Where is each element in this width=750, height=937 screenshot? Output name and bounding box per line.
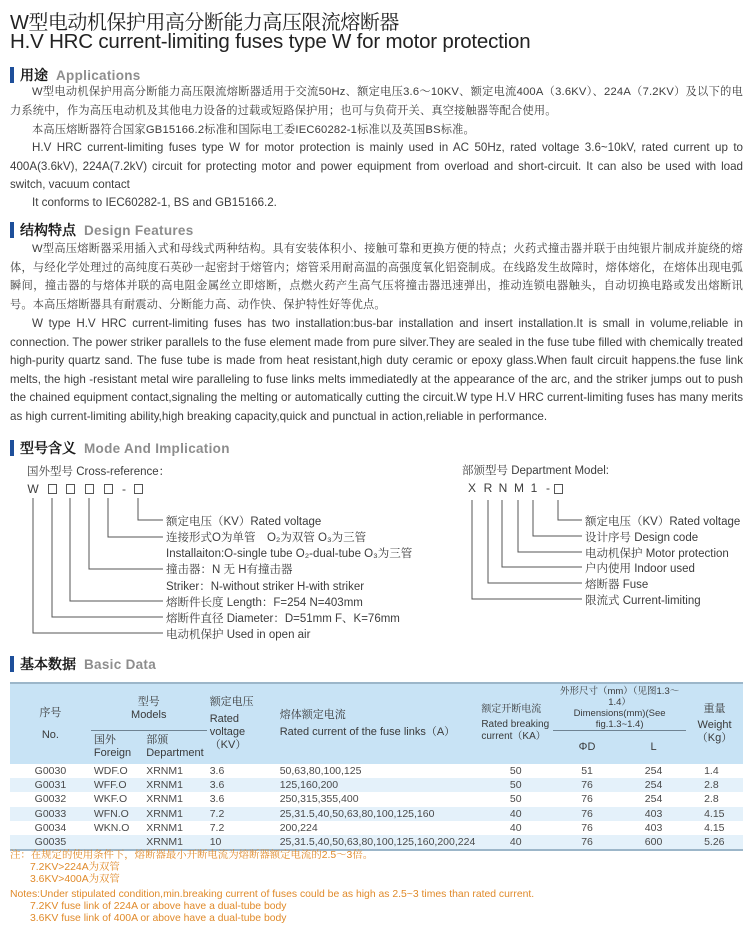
section-heading-en: Basic Data	[84, 656, 157, 672]
department-item: 户内使用 Indoor used	[585, 563, 695, 575]
section-heading-basic-data	[10, 655, 156, 673]
section-heading-cn: 型号含义	[20, 440, 76, 456]
cell-voltage: 10	[209, 836, 222, 849]
header-dimensions-cn: 外形尺寸（mm）（见图1.3～1.4）	[559, 686, 680, 708]
header-breaking-cn: 额定开断电流	[481, 704, 542, 716]
header-department-en: Department	[146, 747, 204, 760]
header-l: L	[621, 731, 686, 764]
leader-line	[108, 498, 163, 537]
header-breaking	[478, 683, 553, 764]
cell-foreign: WDF.O	[93, 764, 128, 777]
cross-ref-item: 撞击器：N 无 H有撞击器	[166, 564, 293, 576]
code-char: 1	[530, 481, 538, 495]
notes-cn	[10, 850, 373, 885]
table-body	[10, 764, 743, 850]
table-header-row	[10, 683, 743, 731]
cell-current: 25,31.5,40,50,63,80,100,125,160	[279, 807, 435, 820]
code-char: X	[467, 481, 476, 495]
section-heading-cn: 结构特点	[20, 222, 76, 238]
header-no-cn: 序号	[39, 706, 62, 719]
code-char: -	[546, 481, 550, 495]
cell-breaking: 40	[509, 822, 522, 835]
header-voltage-en: Rated voltage	[209, 712, 246, 738]
header-weight	[686, 683, 743, 764]
department-model-label: 部颁型号 Department Model:	[462, 465, 609, 477]
applications-paragraph-en-2: It conforms to IEC60282-1, BS and GB15166.2.	[32, 196, 277, 209]
code-placeholder-box	[554, 484, 563, 494]
header-current-cn: 熔体额定电流	[279, 708, 346, 721]
basic-data-table	[10, 682, 743, 851]
header-breaking-en: Rated breaking	[481, 719, 550, 731]
header-no-en: No.	[41, 728, 59, 741]
cell-foreign: WKF.O	[93, 793, 128, 806]
cell-d: 76	[581, 793, 593, 806]
design-paragraph-cn: W型高压熔断器采用插入式和母线式两种结构。具有安装体积小、接触可靠和更换方便的特点；火药式撞击器并联于由纯银片制成并旋绕的熔体，与经化学处理过的高纯度石英砂一起密封于熔管内；熔管采用耐高温的高强度氧化铝瓷制成。在线路发生故障时，熔体熔化，在熔体出现电弧瞬间，撞击器的与熔体并联的高电阻金属丝立即熔断，点燃火药产生高气压将撞击器迅速弹出，推动连锁电器触头，自动切换电路或发出熔断讯号。本高压熔断器具有耐震动、分断能力高、动作快、保护特性好等优点。	[10, 243, 743, 311]
header-phi-d: ΦD	[553, 731, 621, 764]
cell-breaking: 40	[509, 836, 522, 849]
cell-no: G0030	[34, 764, 67, 777]
cell-d: 76	[581, 779, 593, 792]
department-item: 限流式 Current-limiting	[585, 595, 701, 607]
applications-paragraph-en-1: H.V HRC current-limiting fuses type W for motor protection is mainly used in AC 50Hz, rated voltage 3.6~10kV, rated current up to 400A(3.6kV), 224A(7.2kV) circuit for protecting motor and power equipment from overload and short-circuit. It can also be used with load switch, vacuum contact	[10, 141, 743, 191]
applications-paragraph-cn-2: 本高压熔断器符合国家GB15166.2标准和国际电工委IEC60282-1标准以及英国BS标准。	[32, 124, 475, 136]
cell-breaking: 40	[509, 807, 522, 820]
cross-reference-label: 国外型号 Cross-reference：	[27, 466, 171, 478]
header-dimensions-en: Dimensions(mm)(See fig.1.3~1.4)	[573, 708, 666, 730]
section-marker	[10, 656, 14, 672]
header-voltage-cn: 额定电压	[209, 695, 254, 708]
note-line: 7.2KV>224A为双管	[30, 861, 120, 873]
applications-paragraph-cn-1: W型电动机保护用高分断能力高压限流熔断器适用于交流50Hz、额定电压3.6～10KV、额定电流400A（3.6KV）、224A（7.2KV）及以下的电力系统中，作为高压电动机及其他电力设备的过载或短路保护用；也可与负荷开关、真空接触器等配合使用。	[10, 86, 743, 117]
header-no	[10, 683, 91, 764]
cell-weight: 4.15	[704, 822, 725, 835]
cell-dept: XRNM1	[146, 807, 183, 820]
page-title-cn: W型电动机保护用高分断能力高压限流熔断器	[10, 12, 399, 34]
page-title-en: H.V HRC current-limiting fuses type W for motor protection	[10, 30, 531, 53]
cell-foreign	[91, 835, 143, 849]
department-item: 设计序号 Design code	[585, 532, 699, 544]
cell-breaking: 50	[509, 779, 522, 792]
header-models	[91, 683, 207, 731]
cell-current: 50,63,80,100,125	[279, 764, 362, 777]
header-department-cn: 部颁	[146, 734, 169, 747]
cell-weight: 2.8	[704, 779, 719, 792]
cell-current: 200,224	[279, 822, 318, 835]
header-voltage-unit: （KV）	[209, 738, 247, 751]
table-row	[10, 778, 743, 792]
department-item: 电动机保护 Motor protection	[585, 548, 729, 560]
cell-weight: 1.4	[704, 764, 719, 777]
leader-line	[558, 500, 582, 520]
header-models-en: Models	[131, 709, 167, 721]
header-dimensions	[553, 683, 686, 731]
cell-d: 51	[581, 764, 593, 777]
header-current-en: Rated current of the fuse links（A）	[279, 725, 456, 738]
cell-breaking: 50	[509, 764, 522, 777]
code-char: R	[483, 481, 493, 495]
cell-l: 600	[644, 836, 663, 849]
cell-no: G0032	[34, 793, 67, 806]
code-char: M	[514, 481, 524, 495]
cross-ref-item: Striker：N-without striker H-with striker	[166, 581, 365, 593]
code-char: N	[498, 481, 508, 495]
cell-dept: XRNM1	[146, 836, 183, 849]
cell-l: 254	[644, 779, 663, 792]
header-voltage	[207, 683, 277, 764]
cell-foreign: WKN.O	[93, 822, 130, 835]
cross-ref-item: 额定电压（KV）Rated voltage	[166, 516, 322, 528]
table-row	[10, 764, 743, 778]
cell-dept: XRNM1	[146, 764, 183, 777]
cell-voltage: 3.6	[209, 779, 225, 792]
cell-no: G0034	[34, 822, 67, 835]
leader-line	[502, 500, 582, 567]
cross-ref-item: 熔断件长度 Length：F=254 N=403mm	[166, 597, 363, 609]
section-heading-cn: 基本数据	[20, 656, 76, 672]
cross-ref-item: 熔断件直径 Diameter：D=51mm F、K=76mm	[166, 613, 400, 625]
header-foreign-en: Foreign	[93, 747, 132, 760]
section-heading-en: Design Features	[84, 222, 194, 238]
cell-no: G0035	[34, 836, 67, 849]
cell-d: 76	[581, 822, 593, 835]
cell-dept: XRNM1	[146, 793, 183, 806]
leader-line	[70, 498, 163, 601]
cell-weight: 5.26	[704, 836, 725, 849]
section-heading-en: Applications	[56, 67, 141, 83]
header-current	[277, 683, 479, 764]
cell-weight: 2.8	[704, 793, 719, 806]
cross-ref-item: 连接形式O为单管 O₂为双管 O₃为三管	[166, 532, 367, 544]
code-char: W	[27, 482, 39, 496]
cell-foreign: WFF.O	[93, 779, 127, 792]
cell-dept: XRNM1	[146, 822, 183, 835]
table-row	[10, 792, 743, 806]
note-line: Notes:Under stipulated condition,min.breaking current of fuses could be as high as 2.5~3 times than rated current.	[10, 889, 535, 900]
note-line: 7.2KV fuse link of 224A or above have a dual-tube body	[30, 900, 287, 912]
header-foreign-cn: 国外	[93, 734, 116, 747]
header-weight-cn: 重量	[703, 702, 726, 715]
section-heading-en: Mode And Implication	[84, 440, 230, 456]
code-char: -	[122, 482, 126, 496]
leader-line	[518, 500, 582, 552]
department-item: 熔断器 Fuse	[585, 579, 649, 591]
header-weight-unit: （Kg）	[696, 731, 733, 744]
table-row	[10, 807, 743, 821]
cell-l: 403	[644, 822, 663, 835]
cell-no: G0033	[34, 807, 67, 820]
cell-l: 254	[644, 764, 663, 777]
header-models-cn: 型号	[137, 696, 160, 708]
section-heading-cn: 用途	[20, 67, 48, 83]
header-foreign	[91, 731, 143, 764]
cell-no: G0031	[34, 779, 67, 792]
cross-ref-item: 电动机保护 Used in open air	[166, 629, 311, 641]
cell-voltage: 3.6	[209, 793, 225, 806]
department-item: 额定电压（KV）Rated voltage	[585, 516, 741, 528]
cell-foreign: WFN.O	[93, 807, 129, 820]
cell-voltage: 3.6	[209, 764, 225, 777]
leader-line	[138, 498, 163, 520]
cell-d: 76	[581, 807, 593, 820]
header-department	[143, 731, 206, 764]
cell-l: 403	[644, 807, 663, 820]
cell-weight: 4.15	[704, 807, 725, 820]
note-line: 注：在规定的使用条件下，熔断器最小开断电流为熔断器额定电流的2.5～3倍。	[10, 850, 374, 861]
cell-dept: XRNM1	[146, 779, 183, 792]
cell-d: 76	[581, 836, 593, 849]
cross-ref-item: Installaiton:O-single tube O₂-dual-tube O₃为三管	[166, 548, 413, 560]
table-row	[10, 821, 743, 835]
cell-current: 125,160,200	[279, 779, 339, 792]
notes-en	[10, 889, 534, 924]
cell-voltage: 7.2	[209, 822, 225, 835]
leader-line	[89, 498, 163, 569]
cell-voltage: 7.2	[209, 807, 225, 820]
cell-breaking: 50	[509, 793, 522, 806]
design-paragraph-en: W type H.V HRC current-limiting fuses has two installation:bus-bar installation and insert installation.It is small in volume,reliable in connection. The power striker parallels to the fuse element made from pure silver.They are sealed in the fuse tube filled with chemically treated high-purity quartz sand. The fuse tube is made from heat resistant,high duty ceramic or epoxy glass.When fault circuit happens.the fuse link melts, the high -resistant metal wire paralleling to fuse links melts immediatedly at the appearance of the arc, and the striker jumps out to push the chained equipment contact,signaling the melting or automatically cutting the circuit.W type H.V HRC current-limiting fuses has many merits as high current-limiting ability,high breaking capacity,quick and punctual in action,reliable in performance.	[10, 317, 743, 423]
cell-current: 25,31.5,40,50,63,80,100,125,160,200,224	[279, 836, 476, 849]
table-row	[10, 835, 743, 849]
cell-current: 250,315,355,400	[279, 793, 359, 806]
note-line: 3.6KV fuse link of 400A or above have a dual-tube body	[30, 912, 287, 924]
cell-l: 254	[644, 793, 663, 806]
header-weight-en: Weight	[697, 718, 732, 731]
note-line: 3.6KV>400A为双管	[30, 873, 120, 885]
header-breaking-unit: current（KA）	[481, 731, 546, 743]
